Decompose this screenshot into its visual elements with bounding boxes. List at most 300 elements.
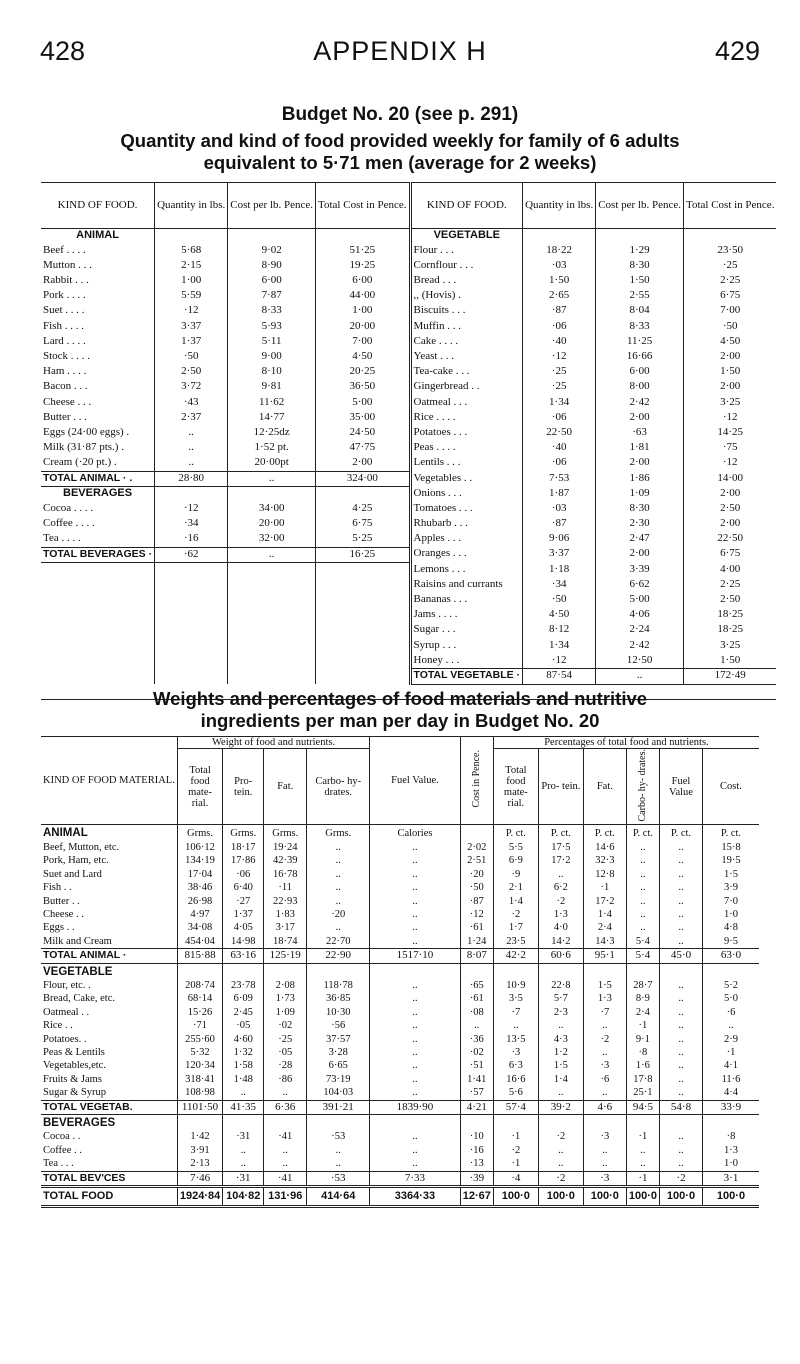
value-cost: 2·24 <box>596 623 684 638</box>
row-value: 3·9 <box>703 881 760 894</box>
table-row <box>41 1059 759 1072</box>
value-qty: ·12 <box>523 654 596 669</box>
row-value: 17·2 <box>538 854 583 867</box>
row-value: ·8 <box>626 1046 659 1059</box>
value-total: 2·50 <box>684 593 777 608</box>
row-value: ·8 <box>703 1130 760 1143</box>
row-value: .. <box>626 1157 659 1171</box>
total-row <box>41 949 759 963</box>
row-value: 100·0 <box>493 1187 538 1207</box>
row-value: .. <box>660 1086 703 1100</box>
header-quantity: Quantity in lbs. <box>155 183 228 229</box>
value-total: 5·00 <box>316 396 410 411</box>
row-label: VEGETABLE <box>43 965 113 978</box>
row-value <box>264 963 307 979</box>
food-name: Coffee . . . . <box>43 517 95 530</box>
row-label: Fish . . <box>43 882 72 894</box>
nutrient-table <box>41 736 759 1208</box>
row-value: 131·96 <box>264 1187 307 1207</box>
row-value: 14·6 <box>583 841 626 854</box>
row-label: Coffee . . <box>43 1144 82 1156</box>
food-name: Lentils . . . <box>410 456 523 471</box>
food-name: ,, (Hovis) . <box>410 289 523 304</box>
row-value: 60·6 <box>538 949 583 963</box>
value-total: 6·75 <box>684 547 777 562</box>
page-header <box>40 36 760 64</box>
value-qty: .. <box>155 441 228 456</box>
row-value: .. <box>264 1144 307 1157</box>
row-value: 16·78 <box>264 868 307 881</box>
row-label: Beef, Mutton, etc. <box>43 841 120 853</box>
value-total: 3·25 <box>684 396 777 411</box>
row-label: Fruits & Jams <box>43 1073 102 1085</box>
empty-cell <box>316 669 410 684</box>
row-value: ·36 <box>460 1033 493 1046</box>
row-value: 1·7 <box>493 921 538 934</box>
row-value <box>493 963 538 979</box>
value-qty: ·40 <box>523 335 596 350</box>
row-value: 6·40 <box>223 881 264 894</box>
row-value: 10·30 <box>307 1006 370 1019</box>
empty-cell <box>228 593 316 608</box>
value-total: 18·25 <box>684 608 777 623</box>
row-value: 57·4 <box>493 1100 538 1114</box>
row-value <box>538 1115 583 1131</box>
row-value: .. <box>223 1086 264 1100</box>
value-cost: ·63 <box>596 426 684 441</box>
row-value: ·2 <box>538 1130 583 1143</box>
row-value: .. <box>307 921 370 934</box>
row-value: 22·70 <box>307 935 370 949</box>
row-value: 1·0 <box>703 908 760 921</box>
row-value: 1·4 <box>493 895 538 908</box>
value-qty: 1·50 <box>523 274 596 289</box>
row-value: 7·46 <box>177 1171 222 1186</box>
empty-cell <box>228 669 316 684</box>
value-qty: 7·53 <box>523 472 596 487</box>
row-value: .. <box>660 1059 703 1072</box>
table-row <box>41 289 776 304</box>
row-value: ·3 <box>583 1059 626 1072</box>
value-cost: 32·00 <box>228 532 316 547</box>
food-name: Tea-cake . . . <box>410 365 523 380</box>
row-value: .. <box>660 992 703 1005</box>
table-row <box>41 921 759 934</box>
row-value: .. <box>370 895 461 908</box>
header-carbo: Carbo- hy- drates. <box>307 749 370 825</box>
row-value: 2·3 <box>538 1006 583 1019</box>
row-value: 2·4 <box>626 1006 659 1019</box>
value-cost: 12·25dz <box>228 426 316 441</box>
empty-cell <box>155 654 228 669</box>
value-cost: 8·04 <box>596 304 684 319</box>
row-value: .. <box>538 1086 583 1100</box>
value-total: ·75 <box>684 441 777 456</box>
row-value <box>660 963 703 979</box>
table-row <box>41 669 776 684</box>
row-value: 100·0 <box>626 1187 659 1207</box>
row-value: 1·58 <box>223 1059 264 1072</box>
value-total: 47·75 <box>316 441 410 456</box>
table-row <box>41 908 759 921</box>
value-total: 20·00 <box>316 320 410 335</box>
food-name: Flour . . . <box>410 244 523 259</box>
value-cost: 8·00 <box>596 380 684 395</box>
table-row <box>41 304 776 319</box>
page-number-left: 428 <box>40 36 86 66</box>
table-row <box>41 1006 759 1019</box>
row-value: 1·0 <box>703 1157 760 1171</box>
table-row <box>41 563 776 578</box>
value-total: 23·50 <box>684 244 777 259</box>
row-value: Grms. <box>177 825 222 841</box>
row-value: ·31 <box>223 1130 264 1143</box>
table-row <box>41 274 776 289</box>
row-value: P. ct. <box>583 825 626 841</box>
value-cost: 7·87 <box>228 289 316 304</box>
row-value: 1·42 <box>177 1130 222 1143</box>
row-value: P. ct. <box>626 825 659 841</box>
value-cost <box>596 229 684 244</box>
grand-total-row <box>41 1187 759 1207</box>
value-qty: ·87 <box>523 517 596 532</box>
value-cost: 4·06 <box>596 608 684 623</box>
empty-cell <box>41 639 155 654</box>
value-total: ·50 <box>684 320 777 335</box>
value-total: 35·00 <box>316 411 410 426</box>
value-cost: 6·00 <box>596 365 684 380</box>
row-value: .. <box>583 1157 626 1171</box>
table1-title <box>0 130 800 174</box>
food-name: Milk (31·87 pts.) . <box>43 441 124 454</box>
food-name: Lemons . . . <box>410 563 523 578</box>
row-label: BEVERAGES <box>43 1117 116 1130</box>
row-value: 1517·10 <box>370 949 461 963</box>
food-name: Cream (·20 pt.) . <box>43 456 117 469</box>
value-total: 1·00 <box>316 304 410 319</box>
value-qty: 1·87 <box>523 487 596 502</box>
row-value: .. <box>307 881 370 894</box>
row-label: TOTAL BEV'CES <box>41 1171 177 1186</box>
row-value: ·02 <box>460 1046 493 1059</box>
row-value: ·3 <box>493 1046 538 1059</box>
value-total: 36·50 <box>316 380 410 395</box>
row-value: 108·98 <box>177 1086 222 1100</box>
row-value: 11·6 <box>703 1073 760 1086</box>
row-value: 42·2 <box>493 949 538 963</box>
row-value: .. <box>626 854 659 867</box>
row-value: ·1 <box>583 881 626 894</box>
value-total: 7·00 <box>316 335 410 350</box>
table1-title-line1: Quantity and kind of food provided weekly for family of 6 adults <box>120 130 680 151</box>
value-qty: ·62 <box>155 547 228 562</box>
table-row <box>41 426 776 441</box>
value-qty: 1·00 <box>155 274 228 289</box>
row-value: 7·33 <box>370 1171 461 1186</box>
food-name: Raisins and currants <box>410 578 523 593</box>
row-value <box>370 1115 461 1131</box>
row-value: 1101·50 <box>177 1100 222 1114</box>
table-row <box>41 1073 759 1086</box>
row-value: 9·5 <box>703 935 760 949</box>
row-value: 39·2 <box>538 1100 583 1114</box>
row-value: 37·57 <box>307 1033 370 1046</box>
row-value: ·05 <box>264 1046 307 1059</box>
row-value: ·25 <box>264 1033 307 1046</box>
value-total: 2·25 <box>684 578 777 593</box>
row-label: Pork, Ham, etc. <box>43 855 109 867</box>
row-value <box>460 825 493 841</box>
row-value <box>660 1115 703 1131</box>
row-value: 17·5 <box>538 841 583 854</box>
header-fuel: Fuel Value. <box>370 737 461 825</box>
value-qty <box>155 229 228 244</box>
value-total: 14·25 <box>684 426 777 441</box>
row-label: Cocoa . . <box>43 1131 81 1143</box>
row-value: 63·16 <box>223 949 264 963</box>
value-total: 4·00 <box>684 563 777 578</box>
row-value: .. <box>307 1144 370 1157</box>
total-label: TOTAL ANIMAL · . <box>41 472 155 487</box>
row-value <box>264 1115 307 1131</box>
row-label: Tea . . . <box>43 1158 74 1170</box>
empty-cell <box>316 593 410 608</box>
row-value: .. <box>583 1019 626 1032</box>
value-qty: .. <box>155 456 228 471</box>
empty-cell <box>41 593 155 608</box>
value-cost: 9·81 <box>228 380 316 395</box>
row-value <box>460 1115 493 1131</box>
value-cost: 9·00 <box>228 350 316 365</box>
row-value: ·6 <box>583 1073 626 1086</box>
row-value: .. <box>307 895 370 908</box>
row-value: 815·88 <box>177 949 222 963</box>
row-value: .. <box>370 854 461 867</box>
food-name: Oranges . . . <box>410 547 523 562</box>
row-value: 5·0 <box>703 992 760 1005</box>
row-value: ·57 <box>460 1086 493 1100</box>
value-total: 6·00 <box>316 274 410 289</box>
row-value: .. <box>538 1019 583 1032</box>
row-value: 1·41 <box>460 1073 493 1086</box>
row-value <box>177 963 222 979</box>
row-value: .. <box>370 979 461 992</box>
row-value: 54·8 <box>660 1100 703 1114</box>
row-value: ·39 <box>460 1171 493 1186</box>
row-value: .. <box>660 895 703 908</box>
empty-cell <box>155 623 228 638</box>
row-value: ·2 <box>493 1144 538 1157</box>
row-value: ·2 <box>493 908 538 921</box>
empty-cell <box>228 578 316 593</box>
table-row <box>41 1033 759 1046</box>
row-value: .. <box>660 881 703 894</box>
food-name: Stock . . . . <box>43 350 91 362</box>
table-row <box>41 244 776 259</box>
row-value: 3·17 <box>264 921 307 934</box>
value-qty: 1·34 <box>523 639 596 654</box>
value-qty: 22·50 <box>523 426 596 441</box>
value-cost: 1·86 <box>596 472 684 487</box>
row-value: .. <box>370 1130 461 1143</box>
row-value: 6·3 <box>493 1059 538 1072</box>
food-name: Bananas . . . <box>410 593 523 608</box>
value-qty: ·12 <box>523 350 596 365</box>
row-value: ·41 <box>264 1171 307 1186</box>
row-label: Butter . . <box>43 895 80 907</box>
value-qty: 8·12 <box>523 623 596 638</box>
row-value: 14·3 <box>583 935 626 949</box>
row-value: ·65 <box>460 979 493 992</box>
value-total: 1·50 <box>684 654 777 669</box>
row-value: 6·65 <box>307 1059 370 1072</box>
row-value: ·02 <box>264 1019 307 1032</box>
row-value: ·3 <box>583 1171 626 1186</box>
food-name: Yeast . . . <box>410 350 523 365</box>
table-row <box>41 1019 759 1032</box>
row-value: 1·6 <box>626 1059 659 1072</box>
row-value: 19·5 <box>703 854 760 867</box>
value-qty: ·06 <box>523 320 596 335</box>
value-qty: ·25 <box>523 380 596 395</box>
row-value: 1·83 <box>264 908 307 921</box>
header-kind-material: KIND OF FOOD MATERIAL. <box>41 737 177 825</box>
value-cost: 8·30 <box>596 259 684 274</box>
value-total: 16·25 <box>316 547 410 562</box>
row-value: .. <box>223 1157 264 1171</box>
food-quantity-body <box>41 229 776 700</box>
section-heading-row <box>41 1115 759 1131</box>
value-cost: .. <box>228 472 316 487</box>
row-value: 1·3 <box>703 1144 760 1157</box>
table-row <box>41 411 776 426</box>
food-name: Rice . . . . <box>410 411 523 426</box>
row-value: ·10 <box>460 1130 493 1143</box>
food-quantity-table <box>41 182 776 700</box>
row-value: 18·17 <box>223 841 264 854</box>
row-value: ·16 <box>460 1144 493 1157</box>
row-value: .. <box>538 1157 583 1171</box>
row-value: 1·5 <box>583 979 626 992</box>
row-value: .. <box>538 868 583 881</box>
row-value: .. <box>626 908 659 921</box>
row-value: 6·2 <box>538 881 583 894</box>
value-qty: 2·50 <box>155 365 228 380</box>
row-value: .. <box>264 1157 307 1171</box>
row-value: .. <box>460 1019 493 1032</box>
row-value: .. <box>660 1046 703 1059</box>
empty-cell <box>41 563 155 578</box>
food-name: Peas . . . . <box>410 441 523 456</box>
table-row <box>41 979 759 992</box>
food-name: Suet . . . . <box>43 304 85 317</box>
row-value: 10·9 <box>493 979 538 992</box>
row-label: TOTAL VEGETAB. <box>41 1100 177 1114</box>
row-value: ·1 <box>493 1130 538 1143</box>
value-qty: ·25 <box>523 365 596 380</box>
header-p-fat: Fat. <box>583 749 626 825</box>
row-value: .. <box>370 921 461 934</box>
row-value: 4·4 <box>703 1086 760 1100</box>
table-row <box>41 335 776 350</box>
row-value: 1·37 <box>223 908 264 921</box>
value-total: ·12 <box>684 456 777 471</box>
value-total: ·12 <box>684 411 777 426</box>
empty-cell <box>316 608 410 623</box>
value-cost: 2·47 <box>596 532 684 547</box>
value-qty: ·40 <box>523 441 596 456</box>
empty-cell <box>155 639 228 654</box>
row-value: 5·5 <box>493 841 538 854</box>
row-value: 1924·84 <box>177 1187 222 1207</box>
row-value: 15·26 <box>177 1006 222 1019</box>
value-total: 4·50 <box>684 335 777 350</box>
row-value: .. <box>370 1157 461 1171</box>
food-name: Sugar . . . <box>410 623 523 638</box>
row-value: .. <box>370 1073 461 1086</box>
row-value: 5·2 <box>703 979 760 992</box>
row-value: 414·64 <box>307 1187 370 1207</box>
food-name: Syrup . . . <box>410 639 523 654</box>
row-value: .. <box>370 868 461 881</box>
row-value: .. <box>493 1019 538 1032</box>
value-total: 20·25 <box>316 365 410 380</box>
row-value: ·13 <box>460 1157 493 1171</box>
row-label: Sugar & Syrup <box>43 1087 106 1099</box>
value-total: 2·50 <box>684 502 777 517</box>
empty-cell <box>316 623 410 638</box>
value-total: 2·25 <box>684 274 777 289</box>
row-value: .. <box>703 1019 760 1032</box>
row-value: 5·6 <box>493 1086 538 1100</box>
row-value: 73·19 <box>307 1073 370 1086</box>
row-value <box>177 1115 222 1131</box>
row-value: ·08 <box>460 1006 493 1019</box>
table-row <box>41 396 776 411</box>
row-value: 17·8 <box>626 1073 659 1086</box>
empty-cell <box>41 654 155 669</box>
row-value: ·9 <box>493 868 538 881</box>
row-value: .. <box>370 1033 461 1046</box>
row-value: ·7 <box>493 1006 538 1019</box>
row-value: ·20 <box>460 868 493 881</box>
value-cost: 2·00 <box>596 547 684 562</box>
food-name: Butter . . . <box>43 410 87 423</box>
row-value: .. <box>660 1073 703 1086</box>
row-value: ·56 <box>307 1019 370 1032</box>
row-value: 4·6 <box>583 1100 626 1114</box>
row-value: ·50 <box>460 881 493 894</box>
budget-title: Budget No. 20 (see p. 291) <box>281 104 519 125</box>
food-name: Pork . . . . <box>43 289 86 302</box>
food-name: Tomatoes . . . <box>410 502 523 517</box>
value-cost: 11·62 <box>228 396 316 411</box>
empty-cell <box>316 639 410 654</box>
value-qty: ·50 <box>155 350 228 365</box>
total-label: TOTAL BEVERAGES · <box>41 547 155 562</box>
row-value: 14·2 <box>538 935 583 949</box>
row-value: 18·74 <box>264 935 307 949</box>
row-value: ·2 <box>538 895 583 908</box>
total-label: TOTAL VEGETABLE · <box>410 669 523 684</box>
row-value: 1·4 <box>583 908 626 921</box>
value-total: 2·00 <box>684 487 777 502</box>
row-value: .. <box>626 868 659 881</box>
value-cost: 1·81 <box>596 441 684 456</box>
row-value: 208·74 <box>177 979 222 992</box>
table-row <box>41 380 776 395</box>
value-qty: ·03 <box>523 259 596 274</box>
